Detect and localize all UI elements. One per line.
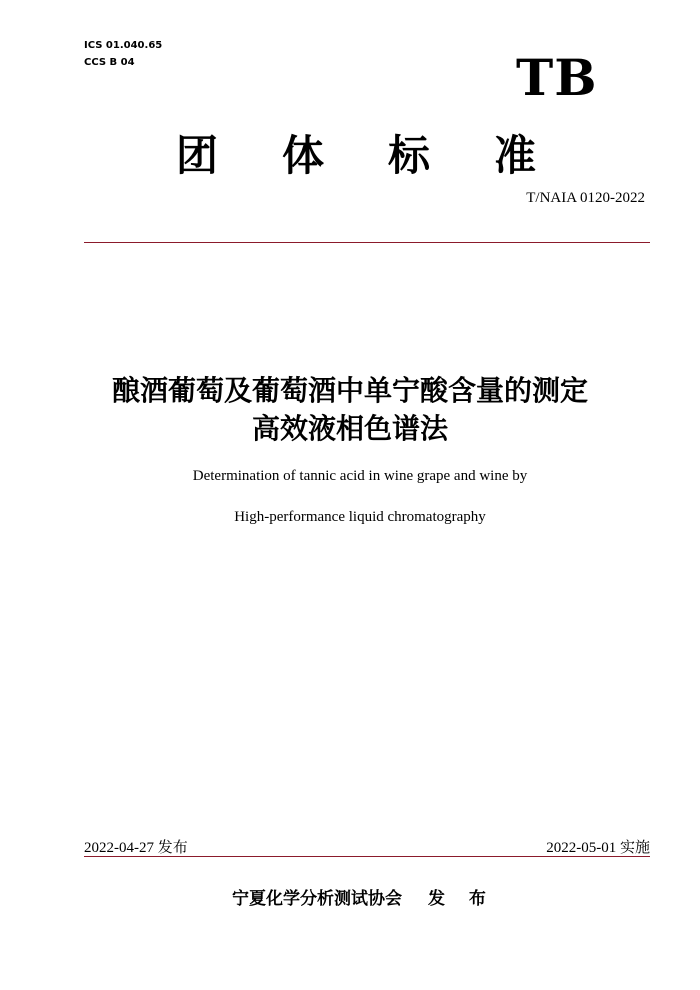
english-title-line-2: High-performance liquid chromatography [234, 509, 486, 525]
effective-date: 2022-05-01 实施 [546, 840, 650, 856]
bottom-divider [84, 856, 650, 857]
chinese-title-line-2: 高效液相色谱法 [251, 412, 448, 445]
publisher-action: 发 布 [428, 889, 495, 909]
ccs-code: CCS B 04 [84, 57, 135, 68]
english-title-line-1: Determination of tannic acid in wine grape and wine by [192, 468, 528, 484]
chinese-title [0, 372, 700, 448]
standard-type-char: 标 [387, 131, 430, 180]
top-divider [84, 242, 650, 243]
publisher-line [232, 884, 495, 909]
publisher-name: 宁夏化学分析测试协会 [232, 889, 402, 909]
standard-type-char: 团 [176, 131, 219, 180]
chinese-title-line-1: 酿酒葡萄及葡萄酒中单宁酸含量的测定 [111, 374, 588, 407]
standard-type-char: 体 [281, 131, 324, 180]
issue-date: 2022-04-27 发布 [84, 840, 188, 856]
ics-code: ICS 01.040.65 [84, 40, 163, 51]
standard-type-heading [176, 130, 536, 182]
standard-type-char: 准 [493, 131, 536, 180]
standard-number: T/NAIA 0120-2022 [526, 190, 645, 206]
classification-codes [84, 37, 162, 71]
tb-logo: TB [516, 48, 598, 107]
